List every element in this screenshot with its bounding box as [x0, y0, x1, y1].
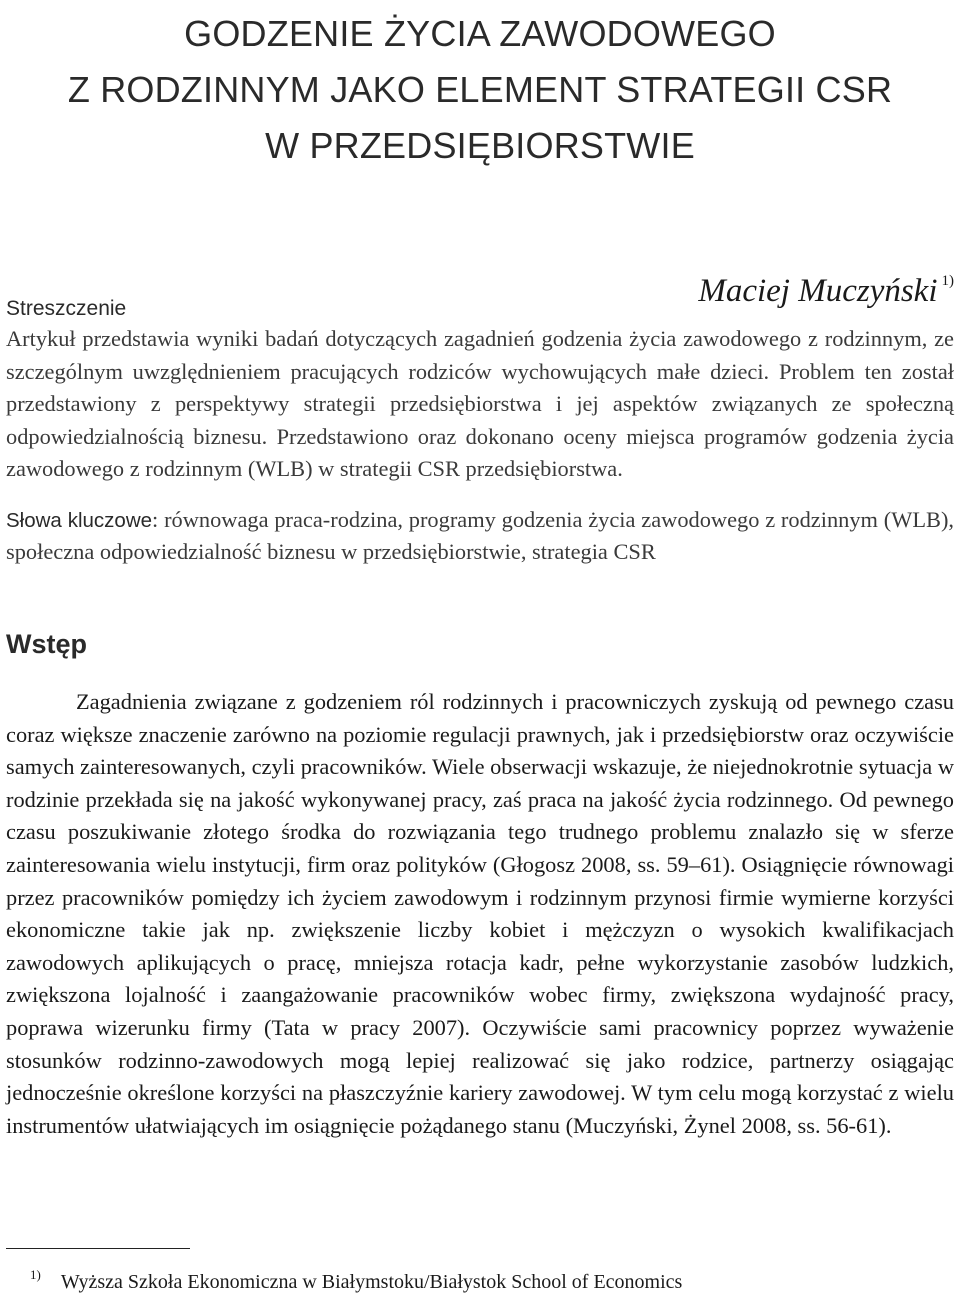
author-footnote-mark: 1) — [941, 273, 954, 289]
footnote-text: Wyższa Szkoła Ekonomiczna w Białymstoku/Białystok School of Economics — [60, 1271, 683, 1293]
keywords-paragraph — [6, 504, 954, 568]
footnote — [30, 1262, 682, 1295]
abstract-text: Artykuł przedstawia wyniki badań dotyczących zagadnień godzenia życia zawodowego z rodzinnym, ze szczególnym uwzględnieniem pracujących rodziców wychowujących małe dzieci. Problem ten został przedstawiony z perspektywy strategii przedsiębiorstwa i jej aspektów związanych ze społeczną odpowiedzialnością biznesu. Przedstawiono oraz dokonano oceny miejsca programów godzenia życia zawodowego z rodzinnym (WLB) w strategii CSR przedsiębiorstwa. — [6, 326, 954, 482]
article-page — [6, 0, 954, 1165]
keywords-text: : równowaga praca-rodzina, programy godzenia życia zawodowego z rodzinnym (WLB), społeczna odpowiedzialność biznesu w przedsiębiorstwie, strategia CSR — [6, 506, 954, 565]
title-line: W PRZEDSIĘBIORSTWIE — [265, 125, 695, 166]
article-title — [6, 6, 954, 174]
introduction-text: Zagadnienia związane z godzeniem ról rodzinnych i pracowniczych zyskują od pewnego czasu coraz większe znaczenie zarówno na poziomie regulacji prawnych, jak i przedsiębiorstw oraz oczywiście samych zainteresowanych, czyli pracowników. Wiele obserwacji wskazuje, że niejednokrotnie sytuacja w rodzinie przekłada się na jakość wykonywanej pracy, zaś praca na jakość życia rodzinnego. Od pewnego czasu poszukiwanie złotego środka do rozwiązania tego trudnego problemu znalazło się w sferze zainteresowania wielu instytucji, firm oraz polityków (Głogosz 2008, ss. 59–61). Osiągnięcie równowagi przez pracowników pomiędzy ich życiem zawodowym i rodzinnym przynosi firmie wymierne korzyści ekonomiczne takie jak np. zwiększenie liczby kobiet i mężczyzn o wysokich kwalifikacjach zawodowych aplikujących o pracę, mniejsza rotacja kadr, pełne wykorzystanie zasobów ludzkich, zwiększona lojalność i zaangażowanie pracowników wobec firmy, zwiększona wydajność pracy, poprawa wizerunku firmy (Tata w pracy 2007). Oczywiście sami pracownicy poprzez wyważenie stosunków rodzinno-zawodowych mogą lepiej realizować się jako rodzice, partnerzy osiągając jednocześnie określone korzyści na płaszczyźnie kariery zawodowej. W tym celu mogą korzystać z wielu instrumentów ułatwiających im osiągnięcie pożądanego stanu (Muczyński, Żynel 2008, ss. 56-61). — [6, 688, 954, 1138]
footnote-mark: 1) — [30, 1267, 41, 1282]
abstract-heading: Streszczenie — [6, 297, 127, 320]
title-line: Z RODZINNYM JAKO ELEMENT STRATEGII CSR — [67, 69, 893, 110]
footnote-divider — [6, 1248, 190, 1249]
title-line: GODZENIE ŻYCIA ZAWODOWEGO — [184, 13, 776, 54]
section-heading-introduction: Wstęp — [6, 628, 87, 659]
keywords-label: Słowa kluczowe — [6, 508, 153, 532]
author-name: Maciej Muczyński — [698, 273, 938, 309]
